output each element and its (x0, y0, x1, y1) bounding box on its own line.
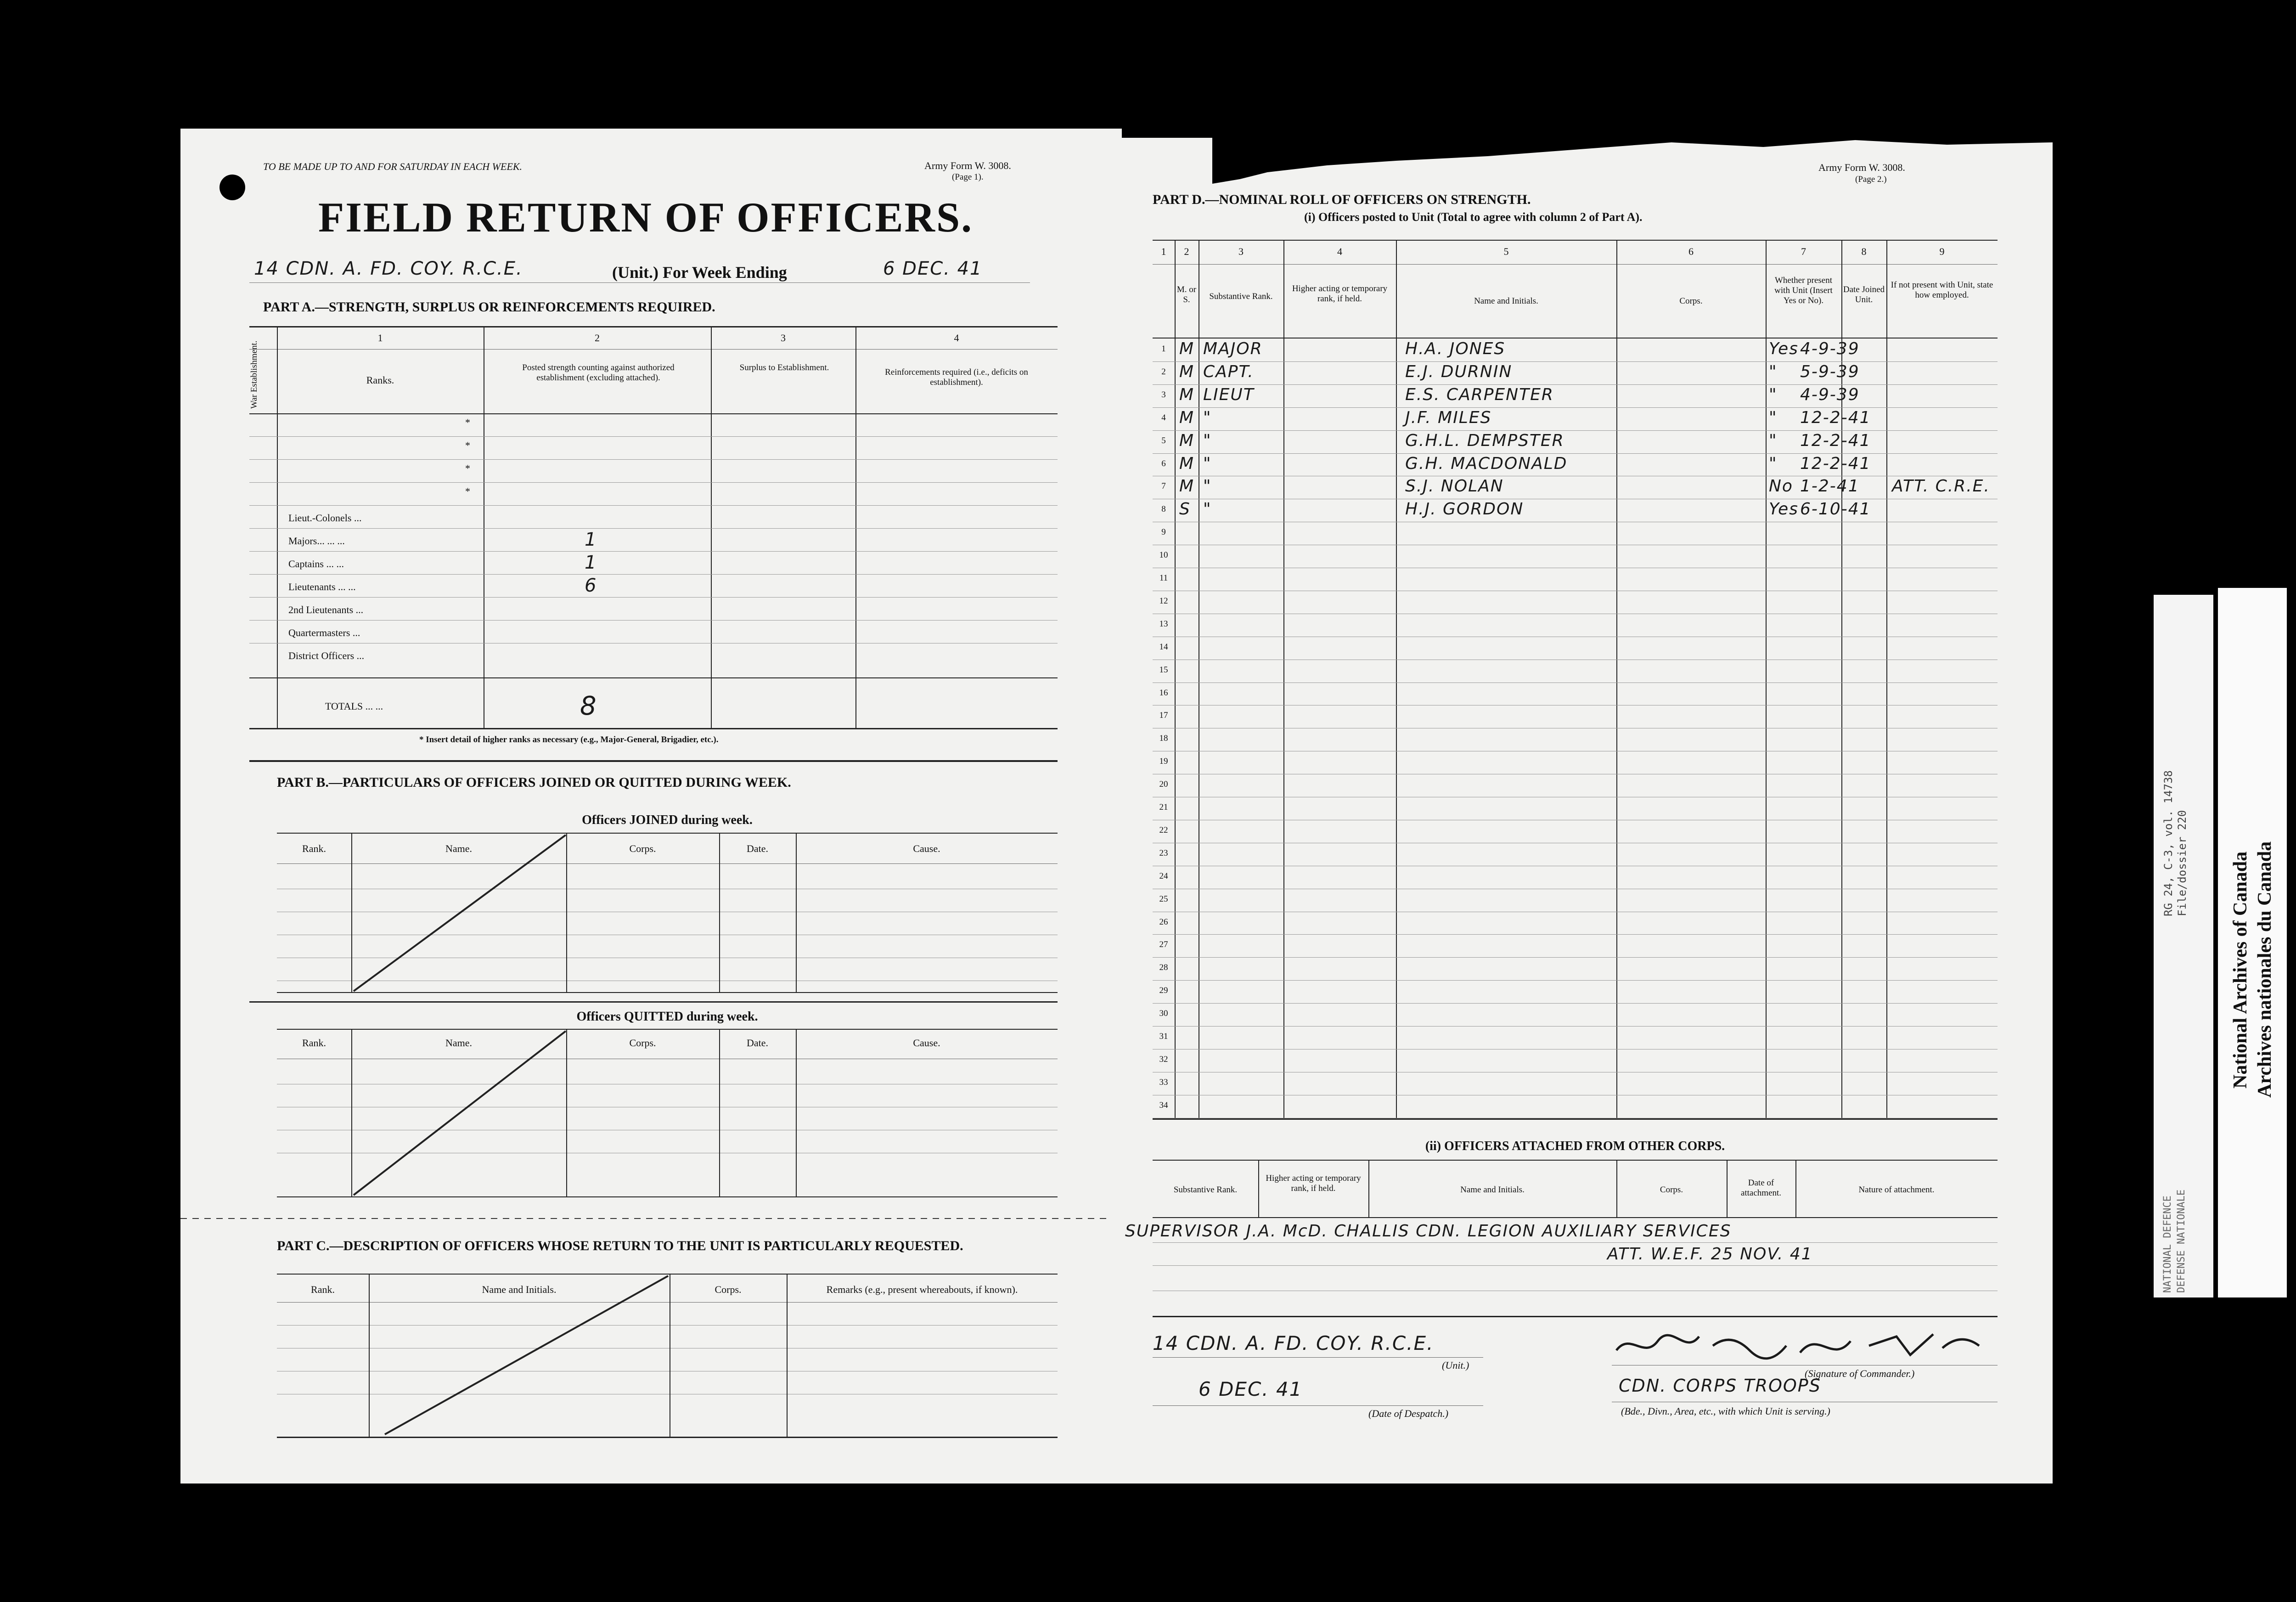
roll-entry-present: " (1769, 454, 1778, 473)
roll-row-number: 10 (1159, 550, 1168, 560)
roll-row-number: 24 (1159, 871, 1168, 881)
roll-entry-rank: " (1203, 408, 1212, 427)
roll-row-number: 22 (1159, 825, 1168, 835)
part-d-title: PART D.—NOMINAL ROLL OF OFFICERS ON STRENGTH. (1153, 192, 1531, 207)
torn-edge (1212, 129, 2053, 184)
roll-row-number: 30 (1159, 1009, 1168, 1018)
roll-row-number: 33 (1159, 1077, 1168, 1087)
rank-label: Lieut.-Colonels ... (288, 512, 362, 524)
roll-row-line (1153, 407, 1998, 408)
despatch-date-label: (Date of Despatch.) (1368, 1408, 1449, 1419)
roll-row-line (1153, 361, 1998, 362)
archive-label-strip (2218, 588, 2287, 1297)
archive-reference-strip (2154, 595, 2213, 1297)
roll-entry-ms: M (1179, 339, 1195, 358)
roll-row-number: 13 (1159, 619, 1168, 629)
roll-row-number: 17 (1159, 711, 1168, 720)
rank-asterisk: * (465, 463, 470, 474)
part-c-strike-line (369, 1274, 670, 1438)
roll-entry-name: H.A. JONES (1405, 339, 1506, 358)
roll-row-line (1153, 934, 1998, 935)
posted-strength-header: Posted strength counting against authorized establishment (excluding attached). (522, 363, 675, 383)
roll-entry-name: G.H.L. DEMPSTER (1405, 431, 1564, 450)
roll-entry-present: Yes (1769, 500, 1799, 519)
date-joined-header: Date Joined Unit. (1843, 285, 1885, 305)
roll-row-number: 26 (1159, 917, 1168, 927)
roll-row-line (1153, 957, 1998, 958)
unit-label: (Unit.) For Week Ending (612, 263, 787, 282)
page-number: (Page 1). (952, 172, 984, 182)
roll-row-number: 18 (1159, 733, 1168, 743)
part-a-footnote: * Insert detail of higher ranks as necessary (e.g., Major-General, Brigadier, etc.). (419, 735, 719, 745)
roll-row-line (1153, 453, 1998, 454)
roll-entry-present: Yes (1769, 339, 1799, 358)
roll-entry-name: E.J. DURNIN (1405, 362, 1513, 381)
roll-row-line (1153, 430, 1998, 431)
roll-entry-date: 12-2-41 (1800, 408, 1871, 427)
joined-title: Officers JOINED during week. (582, 813, 753, 827)
roll-entry-rank: " (1203, 431, 1212, 450)
roll-entry-present: " (1769, 385, 1778, 404)
part-b-title: PART B.—PARTICULARS OF OFFICERS JOINED OR QUITTED DURING WEEK. (277, 775, 791, 790)
roll-row-number: 8 (1161, 504, 1166, 514)
archive-name-en: National Archives of Canada (2230, 851, 2251, 1089)
roll-entry-date: 1-2-41 (1800, 477, 1860, 496)
roll-row-line (1153, 1026, 1998, 1027)
roll-entry-date: 12-2-41 (1800, 454, 1871, 473)
roll-entry-rank: " (1203, 500, 1212, 519)
roll-entry-date: 4-9-39 (1800, 385, 1860, 404)
roll-entry-ms: M (1179, 454, 1195, 473)
rank-asterisk: * (465, 485, 470, 497)
part-a-title: PART A.—STRENGTH, SURPLUS OR REINFORCEMENTS REQUIRED. (263, 299, 715, 315)
army-form-label: Army Form W. 3008. (1818, 162, 1905, 173)
roll-row-number: 28 (1159, 963, 1168, 972)
roll-entry-name: G.H. MACDONALD (1405, 454, 1568, 473)
quitted-strike-line (351, 1029, 567, 1197)
roll-entry-name: H.J. GORDON (1405, 500, 1524, 519)
roll-entry-rank: LIEUT (1203, 385, 1255, 404)
roll-entry-present: No (1769, 477, 1793, 496)
unit-handwritten: 14 CDN. A. FD. COY. R.C.E. (254, 258, 523, 279)
roll-row-number: 27 (1159, 940, 1168, 949)
attached-title: (ii) OFFICERS ATTACHED FROM OTHER CORPS. (1425, 1139, 1725, 1153)
roll-row-number: 6 (1161, 459, 1166, 468)
roll-row-number: 29 (1159, 986, 1168, 995)
roll-row-number: 19 (1159, 756, 1168, 766)
punch-hole (219, 175, 245, 200)
ms-header: M. or S. (1176, 285, 1197, 305)
joined-strike-line (351, 833, 567, 992)
roll-entry-rank: " (1203, 454, 1212, 473)
war-establishment-header: War Establishment. (249, 340, 259, 409)
rank-label: Quartermasters ... (288, 627, 360, 638)
rank-label: Majors... ... ... (288, 535, 345, 547)
roll-entry-rank: CAPT. (1203, 362, 1254, 381)
totals-label: TOTALS ... ... (325, 700, 383, 712)
roll-entry-rank: MAJOR (1203, 339, 1263, 358)
bde-label: (Bde., Divn., Area, etc., with which Unit is serving.) (1621, 1405, 1830, 1417)
commander-signature (1612, 1327, 2002, 1369)
roll-entry-rank: " (1203, 477, 1212, 496)
roll-row-number: 7 (1161, 481, 1166, 491)
rank-asterisk: * (465, 417, 470, 428)
archive-name-fr: Archives nationales du Canada (2254, 841, 2275, 1098)
dept-name-fr: DEFENSE NATIONALE (2176, 1189, 2187, 1293)
form-page-2: Army Form W. 3008. (Page 2.) PART D.—NOMINAL ROLL OF OFFICERS ON STRENGTH. (i) Officers posted to Unit (Total to agree with column 2 of Part A). 1 2 3 4 5 6 7 8 9 M. or S. Substantive Rank. Higher acting or temporary rank, if held. Name and Initials. Corps. Whether present with Unit (Insert Yes or No). Date Joined Unit. If not present with Unit, state how employed. 1 2 3 4 5 6 7 8 9 10 11 12 13 14 15 16 17 18 19 20 21 22 23 24 25 26 27 28 29 30 31 32 33 34 M MAJOR H.A. JONES Yes 4-9-39 M CAPT. E.J. DURNIN " 5-9-39 M LIEUT E.S. CARPENTER " 4-9-39 M " J.F. MILES " 12-2-41 M " G.H.L. DEMPSTER " 12-2-41 M " G.H. MACDONALD " 12-2-41 M " S.J. NOLAN No 1-2-41 ATT. C.R.E. S " H.J. GORDON Yes 6-10-41 (ii) OFFICERS ATTACHED FROM OTHER CORPS. Substantive Rank. Higher acting or temporary rank, if held. Name and Initials. Corps. Date of attachment. Nature of attachment. SUPERVISOR J.A. McD. CHALLIS CDN. LEGION AUXILIARY SERVICES ATT. W.E.F. 25 NOV. 41 14 CDN. A. FD. COY. R.C.E. (Unit.) 6 DEC. 41 (Date of Despatch.) (Signature of Commander.) CDN. CORPS TROOPS (Bde., Divn., Area, etc., with which Unit is serving.) (1111, 138, 2053, 1484)
roll-entry-name: S.J. NOLAN (1405, 477, 1504, 496)
rank-label: Captains ... ... (288, 558, 344, 570)
part-c-title: PART C.—DESCRIPTION OF OFFICERS WHOSE RETURN TO THE UNIT IS PARTICULARLY REQUESTED. (277, 1238, 963, 1253)
quitted-title: Officers QUITTED during week. (576, 1010, 758, 1024)
rank-label: District Officers ... (288, 650, 365, 661)
roll-row-number: 16 (1159, 688, 1168, 698)
roll-row-number: 11 (1159, 573, 1168, 583)
roll-entry-present: " (1769, 431, 1778, 450)
surplus-header: Surplus to Establishment. (739, 363, 829, 372)
archive-ref-1: RG 24, C-3, vol. 14738 (2162, 770, 2175, 916)
roll-entry-name: E.S. CARPENTER (1405, 385, 1554, 404)
roll-row-line (1153, 384, 1998, 385)
roll-entry-present: " (1769, 408, 1778, 427)
roll-entry-date: 5-9-39 (1800, 362, 1860, 381)
signature-label: (Signature of Commander.) (1805, 1368, 1915, 1379)
form-title: FIELD RETURN OF OFFICERS. (318, 194, 974, 241)
ranks-header: Ranks. (366, 374, 394, 386)
roll-entry-ms: M (1179, 385, 1195, 404)
posted-captains: 1 (585, 552, 597, 573)
dept-name-en: NATIONAL DEFENCE (2162, 1196, 2173, 1293)
roll-entry-emp: ATT. C.R.E. (1892, 477, 1990, 496)
roll-row-line (1153, 980, 1998, 981)
top-note: TO BE MADE UP TO AND FOR SATURDAY IN EACH WEEK. (263, 161, 523, 172)
form-page-1: TO BE MADE UP TO AND FOR SATURDAY IN EACH WEEK. Army Form W. 3008. (Page 1). FIELD RETURN OF OFFICERS. 14 CDN. A. FD. COY. R.C.E. (Unit.) For Week Ending 6 DEC. 41 PART A.—STRENGTH, SURPLUS OR REINFORCEMENTS REQUIRED. 1 2 3 4 War Establishment. Ranks. Posted strength counting against authorized establishment (excluding attached). Surplus to Establishment. Reinforcements required (i.e., deficits on establishment). * * * * Lieut.-Colonels ... Majors... ... ... Captains ... ... Lieutenants ... ... 2nd Lieutenants ... Quartermasters ... District Officers ... 1 1 6 TOTALS ... ... 8 * Insert detail of higher ranks as necessary (e.g., Major-General, Brigadier, etc.). PART B.—PARTICULARS OF OFFICERS JOINED OR QUITTED DURING WEEK. Officers JOINED during week. Rank. Name. Corps. Date. Cause. Officers QUITTED during week. Rank. Name. Corps. Date. Cause. PART C.—DESCRIPTION OF OFFICERS WHOSE RETURN TO THE UNIT IS PARTICULARLY REQUESTED. Rank. Name and Initials. Corps. Remarks (e.g., present whereabouts, if known). (180, 129, 1122, 1484)
roll-row-number: 32 (1159, 1055, 1168, 1064)
substantive-rank-header: Substantive Rank. (1209, 292, 1273, 301)
roll-entry-ms: S (1179, 500, 1191, 519)
rank-asterisk: * (465, 440, 470, 451)
attached-date: ATT. W.E.F. 25 NOV. 41 (1607, 1245, 1813, 1264)
attached-entry: SUPERVISOR J.A. McD. CHALLIS CDN. LEGION AUXILIARY SERVICES (1125, 1222, 1732, 1241)
footer-unit-handwritten: 14 CDN. A. FD. COY. R.C.E. (1153, 1332, 1434, 1354)
archive-ref-2: File/dossier 220 (2176, 810, 2189, 916)
army-form-label: Army Form W. 3008. (924, 160, 1011, 171)
name-initials-header: Name and Initials. (1474, 296, 1538, 306)
acting-rank-header: Higher acting or temporary rank, if held. (1292, 284, 1388, 304)
roll-row-number: 3 (1161, 390, 1166, 400)
roll-entry-date: 12-2-41 (1800, 431, 1871, 450)
posted-lieutenants: 6 (585, 575, 597, 596)
present-header: Whether present with Unit (Insert Yes or No). (1774, 276, 1833, 305)
roll-row-number: 20 (1159, 779, 1168, 789)
roll-row-number: 15 (1159, 665, 1168, 675)
roll-row-number: 5 (1161, 436, 1166, 446)
page-number: (Page 2.) (1855, 175, 1887, 184)
roll-row-number: 31 (1159, 1032, 1168, 1041)
roll-entry-date: 4-9-39 (1800, 339, 1860, 358)
roll-row-number: 25 (1159, 894, 1168, 904)
posted-majors: 1 (585, 529, 597, 550)
roll-entry-ms: M (1179, 362, 1195, 381)
reinforcements-header: Reinforcements required (i.e., deficits on establishment). (885, 367, 1028, 387)
week-ending-handwritten: 6 DEC. 41 (883, 258, 983, 279)
rank-label: Lieutenants ... ... (288, 581, 356, 592)
roll-entry-ms: M (1179, 477, 1195, 496)
roll-entry-name: J.F. MILES (1405, 408, 1492, 427)
roll-entry-present: " (1769, 362, 1778, 381)
roll-entry-ms: M (1179, 408, 1195, 427)
roll-row-number: 23 (1159, 848, 1168, 858)
part-d-subtitle: (i) Officers posted to Unit (Total to agree with column 2 of Part A). (1304, 210, 1643, 224)
corps-handwritten: CDN. CORPS TROOPS (1619, 1376, 1821, 1396)
footer-unit-label: (Unit.) (1442, 1359, 1469, 1371)
totals-value: 8 (580, 691, 597, 721)
despatch-date-handwritten: 6 DEC. 41 (1199, 1378, 1303, 1400)
roll-row-number: 2 (1161, 367, 1166, 377)
roll-row-line (1153, 1003, 1998, 1004)
roll-entry-ms: M (1179, 431, 1195, 450)
rank-label: 2nd Lieutenants ... (288, 604, 364, 615)
employment-header: If not present with Unit, state how employed. (1891, 280, 1993, 300)
roll-row-number: 14 (1159, 642, 1168, 652)
corps-header: Corps. (1679, 296, 1703, 306)
roll-row-number: 12 (1159, 596, 1168, 606)
roll-row-number: 1 (1161, 344, 1166, 354)
roll-row-number: 34 (1159, 1100, 1168, 1110)
roll-entry-date: 6-10-41 (1800, 500, 1871, 519)
roll-row-number: 9 (1161, 527, 1166, 537)
roll-row-number: 21 (1159, 802, 1168, 812)
roll-row-number: 4 (1161, 413, 1166, 423)
